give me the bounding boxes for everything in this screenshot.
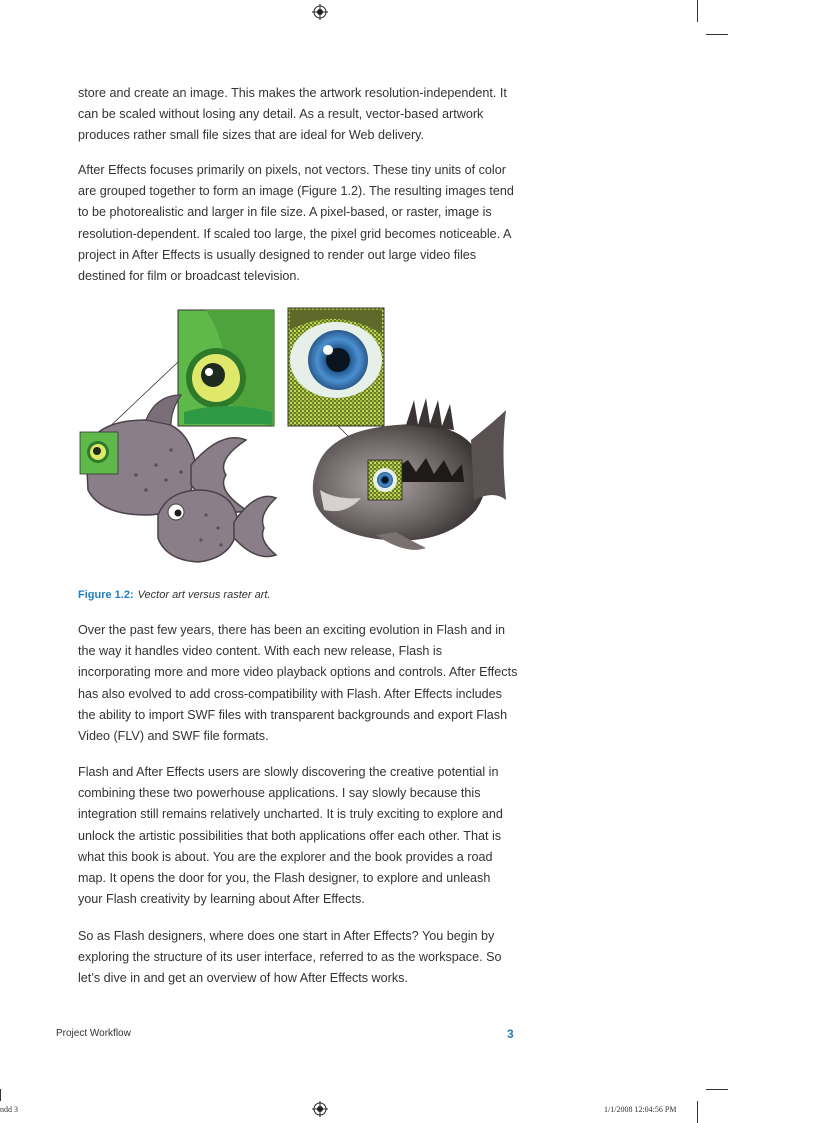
- crop-mark: [706, 34, 728, 35]
- body-paragraph: Over the past few years, there has been an exciting evolution in Flash and in the way it handles video content. With each new release, Flash is incorporating more and more video playback options and controls. After Effects has also evolved to add cross-compatibility with Flash. After Effects includes the ability to import SWF files with transparent backgrounds and export Flash Video (FLV) and SWF file formats.: [78, 623, 518, 744]
- registration-mark-bottom: [312, 1101, 328, 1117]
- slug-filename: ndd 3: [0, 1105, 18, 1114]
- crop-mark: [706, 1089, 728, 1090]
- crop-mark: [697, 0, 698, 22]
- running-footer: Project Workflow: [56, 1028, 131, 1039]
- figure-caption: [78, 588, 270, 602]
- registration-mark-top: [312, 4, 328, 20]
- crop-mark: [697, 1101, 698, 1123]
- slug-timestamp: 1/1/2008 12:04:56 PM: [604, 1105, 677, 1114]
- body-paragraph: store and create an image. This makes the artwork resolution-independent. It can be scaled without losing any detail. As a result, vector-based artwork produces rather small file sizes that are ideal for Web delivery.: [78, 86, 507, 143]
- figure-caption-label: Figure 1.2:: [78, 589, 134, 601]
- vector-fish-small: [158, 490, 276, 562]
- figure-caption-text: Vector art versus raster art.: [137, 589, 271, 601]
- body-paragraph: Flash and After Effects users are slowly discovering the creative potential in combining these two powerhouse applications. I say slowly because this integration still remains relatively uncharted. It is truly exciting to explore and unlock the artistic possibilities that both applications offer each other. That is what this book is about. You are the explorer and the book provides a road map. It opens the door for you, the Flash designer, to explore and unleash your Flash creativity by learning about After Effects.: [78, 765, 503, 907]
- body-paragraph: After Effects focuses primarily on pixels, not vectors. These tiny units of color are grouped together to form an image (Figure 1.2). The resulting images tend to be photorealistic and larger in file size. A pixel-based, or raster, image is resolution-dependent. If scaled too large, the pixel grid becomes noticeable. A project in After Effects is usually designed to render out large video files destined for film or broadcast television.: [78, 163, 514, 284]
- body-paragraph: So as Flash designers, where does one start in After Effects? You begin by exploring the structure of its user interface, referred to as the workspace. So let’s dive in and get an overview of how After Effects works.: [78, 929, 502, 986]
- vector-zoom-box: [178, 310, 274, 426]
- crop-mark: [0, 1089, 1, 1101]
- raster-zoom-box: [288, 308, 384, 426]
- figure-vector-vs-raster: [76, 300, 512, 582]
- page-number: 3: [507, 1027, 514, 1041]
